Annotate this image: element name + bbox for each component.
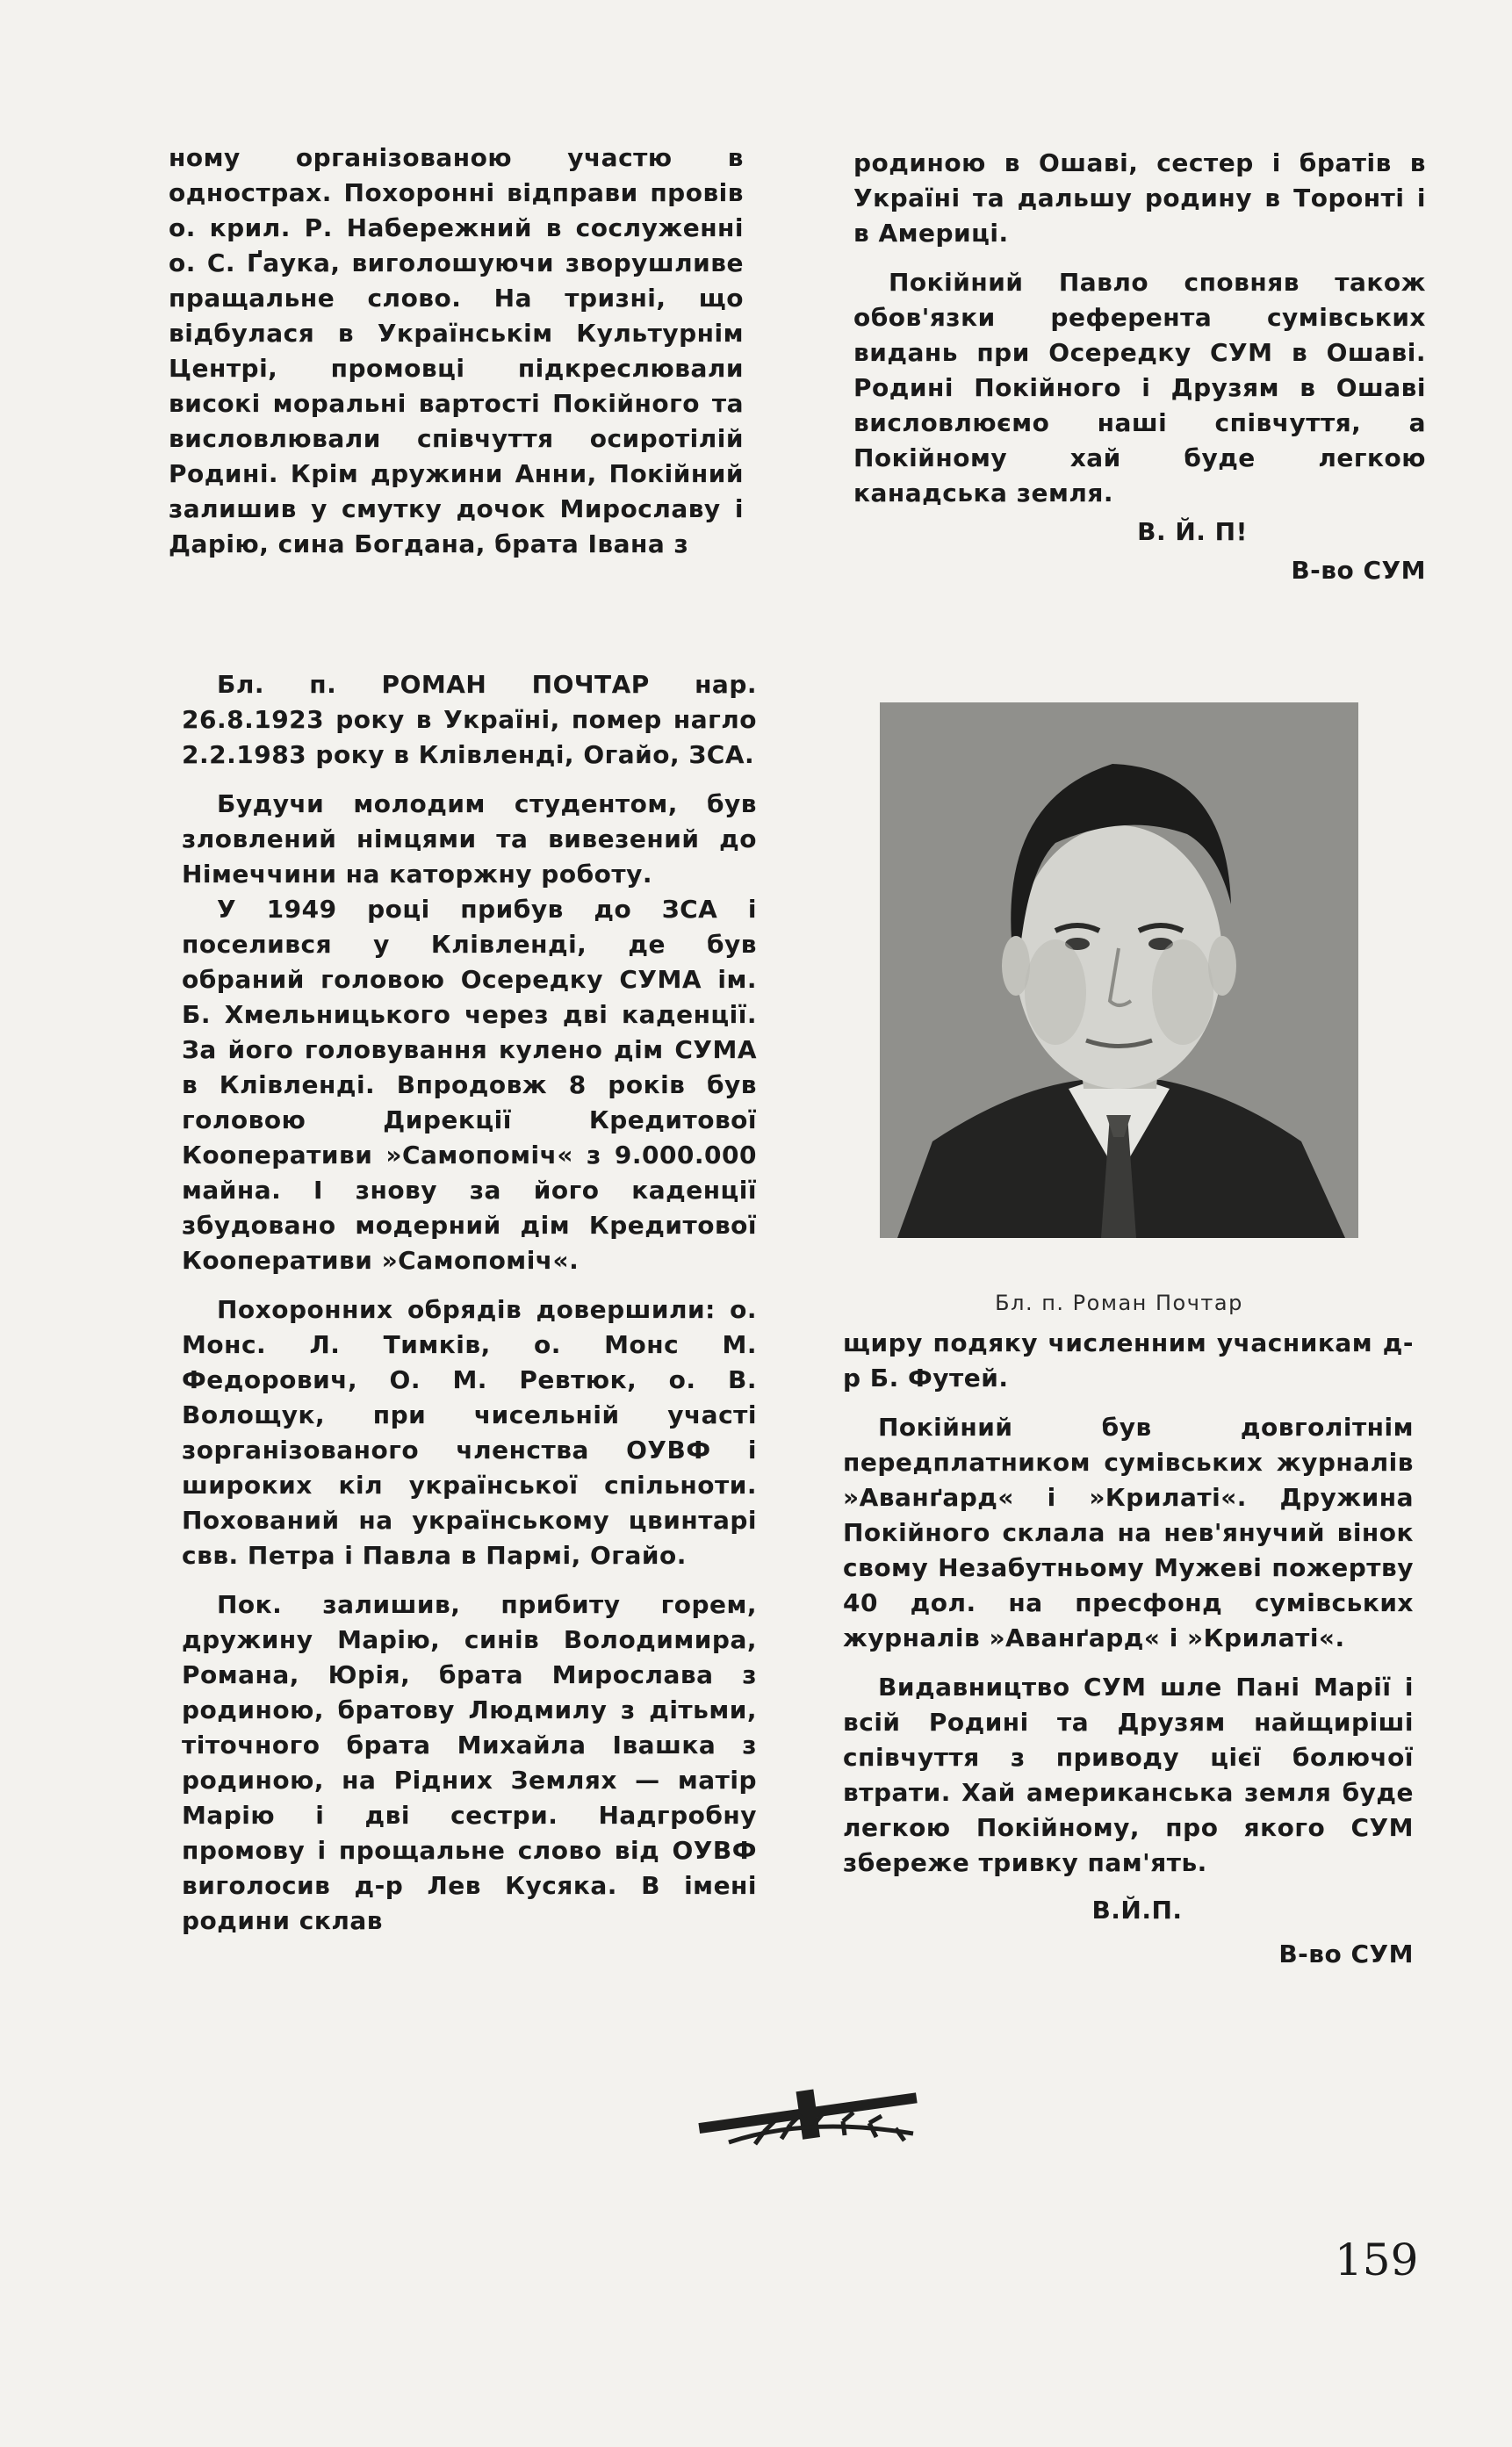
paragraph: У 1949 році прибув до ЗСА і поселився у Клівленді, де був обраний головою Осередку СУМА ім. Б. Хмельницького через дві каденції. За його головування кулено дім СУМА в Клівленді. Впродовж 8 років був головою Дирекції Кредитової Кооперативи »Самопоміч« з 9.000.000 майна. І знову за його каденції збудовано модерний дім Кредитової Кооперативи »Самопоміч«. [182,895,757,1275]
portrait-photo [880,702,1358,1238]
obituary-roman-pochtar-continued [843,1326,1414,1972]
closing-formula: В.Й.П. [1091,1896,1183,1925]
page-number: 159 [1335,2235,1419,2285]
obituary-heading-paragraph: Бл. п. РОМАН ПОЧТАР нар. 26.8.1923 року в Україні, помер нагло 2.2.1983 року в Клівленді, Огайо, ЗСА. [182,670,757,769]
paragraph: родиною в Ошаві, сестер і братів в Україні та дальшу родину в Торонті і в Америці. [853,148,1426,248]
paragraph: щиру подяку численним учасникам д-р Б. Футей. [843,1328,1414,1393]
cross-branch-ornament-icon [694,2072,931,2151]
obituary-continuation-right [853,146,1426,588]
obituary-roman-pochtar [182,667,757,1939]
photo-caption: Бл. п. Роман Почтар [995,1291,1243,1315]
paragraph: Пок. залишив, прибиту горем, дружину Марію, синів Володимира, Романа, Юрія, брата Мирослава з родиною, братову Людмилу з дітьми, тіточного брата Михайла Івашка з родиною, на Рідних Землях — матір Марію і дві сестри. Надгробну промову і прощальне слово від ОУВФ виголосив д-р Лев Кусяка. В імені родини склав [182,1590,757,1935]
closing-formula: В. Й. П! [1137,517,1248,546]
paragraph: Видавництво СУМ шле Пані Марії і всій Родині та Друзям найщиріші співчуття з приводу цієї болючої втрати. Хай американська земля буде легкою Покійному, про якого СУМ збереже тривку пам'ять. [843,1673,1414,1877]
signature: В-во СУМ [1278,1940,1414,1968]
obituary-continuation-left [169,140,744,562]
paragraph: Будучи молодим студентом, був зловлений німцями та вивезений до Німеччини на каторжну роботу. [182,789,757,889]
paragraph: Покійний Павло сповняв також обов'язки референта сумівських видань при Осередку СУМ в Ошаві. Родині Покійного і Друзям в Ошаві висловлюємо наші співчуття, а Покійному хай буде легкою канадська земля. [853,268,1426,507]
portrait-image [880,702,1358,1238]
paragraph: Покійний був довголітнім передплатником сумівських журналів »Аванґард« і »Крилаті«. Дружина Покійного склала на нев'янучий вінок свому Незабутньому Мужеві пожертву 40 дол. на пресфонд сумівських журналів »Аванґард« і »Крилаті«. [843,1413,1414,1652]
signature: В-во СУМ [1291,556,1426,585]
paragraph: Похоронних обрядів довершили: о. Монс. Л. Тимків, о. Монс М. Федорович, О. М. Ревтюк, о. В. Волощук, при чисельній участі зорганізованого членства ОУВФ і широких кіл української спільноти. Похований на українському цвинтарі свв. Петра і Павла в Пармі, Огайо. [182,1295,757,1570]
paragraph: ному організованою участю в однострах. Похоронні відправи провів о. крил. Р. Набережний в сослуженні о. С. Ґаука, виголошуючи зворушливе пращальне слово. На тризні, що відбулася в Українськім Культурнім Центрі, промовці підкреслювали високі моральні вартості Покійного та висловлювали співчуття осиротілій Родині. Крім дружини Анни, Покійний залишив у смутку дочок Мирославу і Дарію, сина Богдана, брата Івана з [169,143,744,558]
